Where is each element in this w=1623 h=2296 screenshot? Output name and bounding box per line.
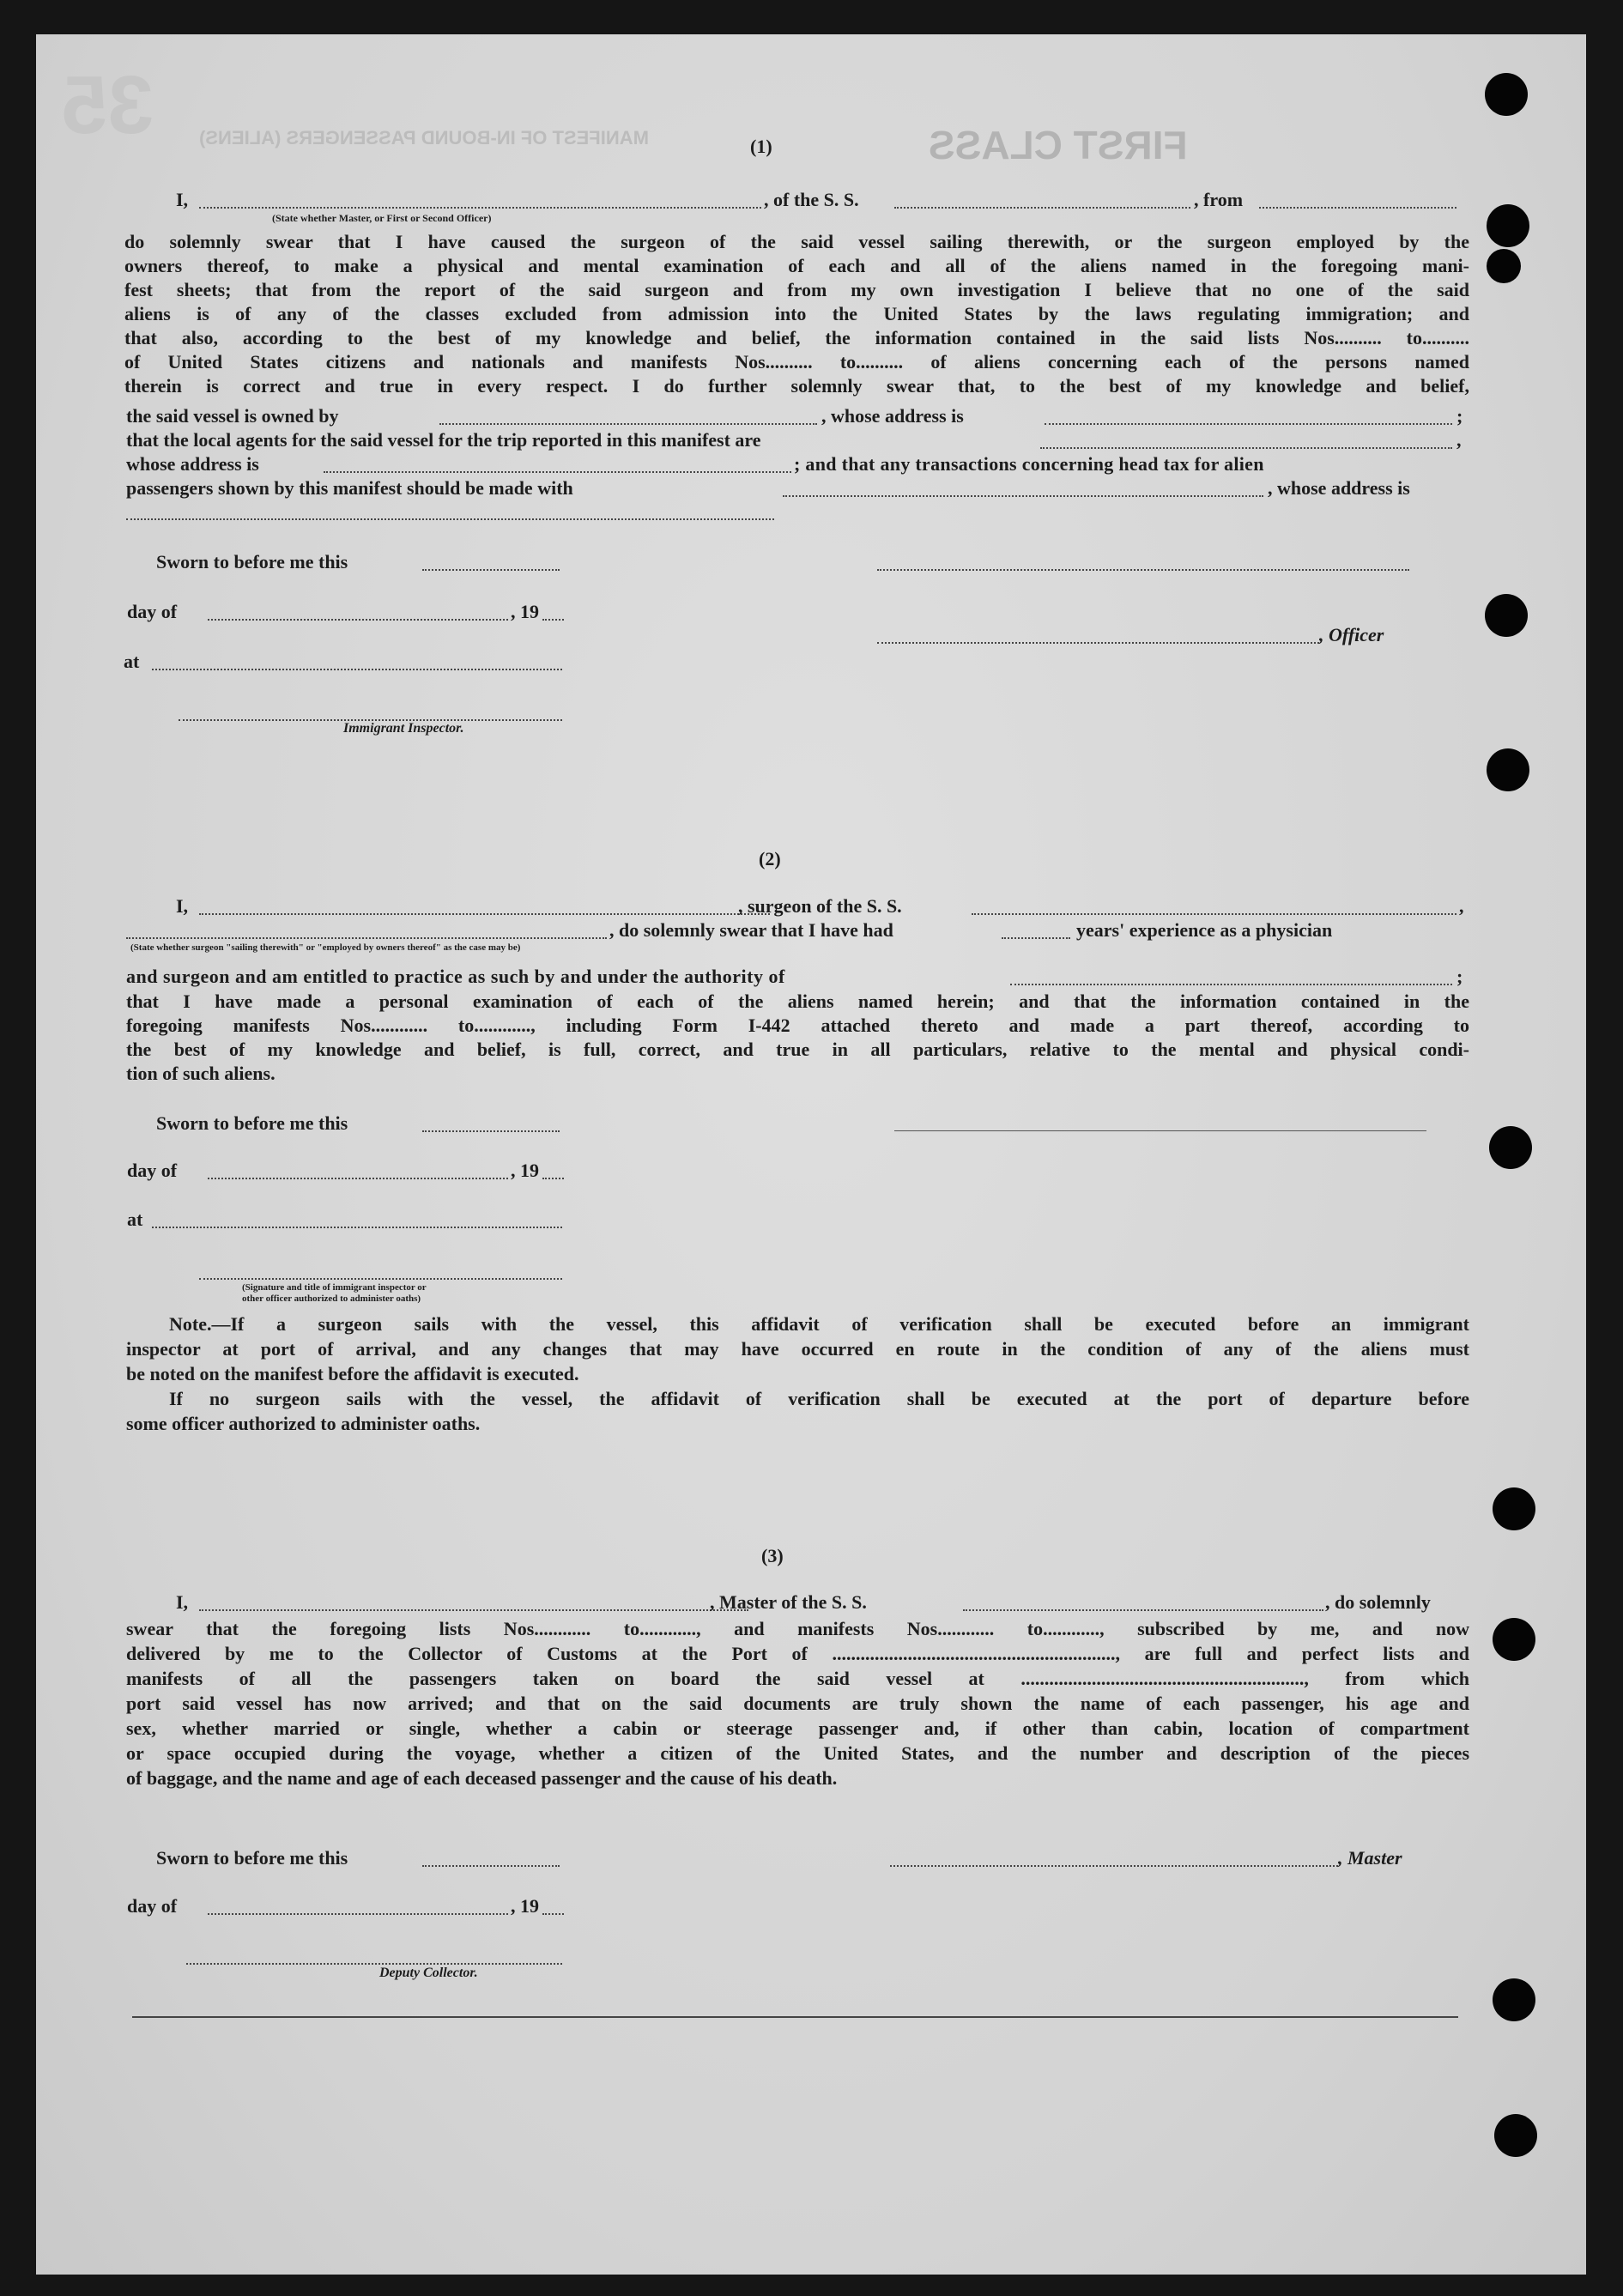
s2-signature-note-2: other officer authorized to administer oaths) xyxy=(242,1293,421,1304)
s3-master-of-ss: , Master of the S. S. xyxy=(710,1591,867,1613)
s2-note-line: Note.—If a surgeon sails with the vessel, this affidavit of verification shall be executed before an immigrant xyxy=(169,1313,1469,1335)
s3-i: I, xyxy=(176,1591,189,1613)
s2-surgeon-of-ss: , surgeon of the S. S. xyxy=(738,895,902,917)
s1-whose-address: , whose address is xyxy=(1268,477,1410,499)
s2-years-field[interactable] xyxy=(1002,936,1070,939)
bleed-through-number: 35 xyxy=(62,59,154,151)
s1-year-field[interactable] xyxy=(542,618,564,621)
punch-hole xyxy=(1494,2114,1537,2157)
s1-body-line: that also, according to the best of my knowledge and belief, the information contained in the said lists Nos.......... to.......... xyxy=(124,327,1469,348)
s1-head-tax: ; and that any transactions concerning head tax for alien xyxy=(794,453,1264,475)
s1-officer-name-field[interactable] xyxy=(199,206,761,209)
section-3-number: (3) xyxy=(761,1545,784,1566)
punch-hole xyxy=(1487,748,1529,791)
s2-note-line: inspector at port of arrival, and any changes that may have occurred en route in the condition of any of the aliens must xyxy=(126,1338,1469,1360)
s2-body-line: the best of my knowledge and belief, is full, correct, and true in all particulars, relative to the mental and physical condi- xyxy=(126,1039,1469,1060)
s2-note-line: some officer authorized to administer oaths. xyxy=(126,1413,481,1434)
punch-hole xyxy=(1485,73,1528,116)
s1-body-line: fest sheets; that from the report of the said surgeon and from my own investigation I believe that no one of the said xyxy=(124,279,1469,300)
s3-sworn: Sworn to before me this xyxy=(156,1847,348,1869)
s3-master-label: , Master xyxy=(1338,1847,1402,1869)
bottom-rule xyxy=(132,2015,1458,2018)
s2-authority: and surgeon and am entitled to practice as such by and under the authority of xyxy=(126,966,785,987)
s1-at-field[interactable] xyxy=(152,668,562,670)
punch-hole xyxy=(1487,249,1521,283)
s2-surgeon-name-field[interactable] xyxy=(199,912,770,915)
section-1-number: (1) xyxy=(750,136,772,157)
s1-officer-label: , Officer xyxy=(1319,624,1384,645)
s3-day-field[interactable] xyxy=(208,1912,508,1915)
s2-body-line: foregoing manifests Nos............ to............, including Form I-442 attached thereto and made a part thereof, according to xyxy=(126,1015,1469,1036)
s3-deputy-collector: Deputy Collector. xyxy=(379,1966,478,1980)
s1-officer-note: (State whether Master, or First or Second Officer) xyxy=(272,212,492,224)
s1-signature-field[interactable] xyxy=(877,568,1409,571)
s2-body xyxy=(126,990,1469,1086)
s2-sworn: Sworn to before me this xyxy=(156,1112,348,1134)
s1-year: , 19 xyxy=(511,601,539,622)
s1-body-line: of United States citizens and nationals and manifests Nos.......... to.......... of aliens concerning each of the persons named xyxy=(124,351,1469,373)
s3-vessel-field[interactable] xyxy=(963,1608,1323,1611)
s1-body xyxy=(124,230,1469,398)
s1-whose-address-field[interactable] xyxy=(126,518,774,520)
s2-inspector-signature-field[interactable] xyxy=(199,1277,562,1280)
s2-surgeon-note: (State whether surgeon "sailing therewith" or "employed by owners thereof" as the case may be) xyxy=(130,942,521,953)
s2-signature-note-1: (Signature and title of immigrant inspector or xyxy=(242,1282,427,1293)
s3-master-name-field[interactable] xyxy=(199,1608,748,1611)
punch-hole xyxy=(1489,1126,1532,1169)
s1-officer-signature-field[interactable] xyxy=(877,641,1319,644)
s3-solemnly: , do solemnly xyxy=(1325,1591,1431,1613)
s2-at: at xyxy=(127,1209,143,1230)
s3-year: , 19 xyxy=(511,1895,539,1917)
s3-day-of: day of xyxy=(127,1895,178,1917)
s1-agents-address-field[interactable] xyxy=(324,470,791,473)
s1-body-line: aliens is of any of the classes excluded from admission into the United States by the laws regulating immigration; and xyxy=(124,303,1469,324)
s1-owner-address-field[interactable] xyxy=(1045,422,1452,425)
s2-day-field[interactable] xyxy=(208,1177,508,1179)
bleed-through-header: MANIFEST OF IN-BOUND PASSENGERS (ALIENS) xyxy=(199,127,649,148)
s1-agents-comma: , xyxy=(1456,429,1462,451)
s1-agents: that the local agents for the said vessel for the trip reported in this manifest are xyxy=(126,429,761,451)
s3-body-line: or space occupied during the voyage, whether a citizen of the United States, and the number and description of the pieces xyxy=(126,1742,1469,1764)
s1-passengers: passengers shown by this manifest should be made with xyxy=(126,477,573,499)
s1-transactions-field[interactable] xyxy=(783,494,1263,497)
s2-vessel-field[interactable] xyxy=(972,912,1456,915)
punch-hole xyxy=(1493,1618,1535,1661)
s1-vessel-field[interactable] xyxy=(894,206,1190,209)
s1-day-of: day of xyxy=(127,601,178,622)
s3-body-line: manifests of all the passengers taken on board the said vessel at ............................................................, from which xyxy=(126,1668,1469,1689)
s3-deputy-signature-field[interactable] xyxy=(186,1962,562,1965)
s1-immigrant-inspector: Immigrant Inspector. xyxy=(343,721,464,736)
manifest-page xyxy=(36,34,1586,2275)
s3-body-line: swear that the foregoing lists Nos............ to............, and manifests Nos............ to............, subscribed by me, and now xyxy=(126,1618,1469,1639)
punch-hole xyxy=(1485,594,1528,637)
s3-body-line: port said vessel has now arrived; and that on the said documents are truly shown the name of each passenger, his age and xyxy=(126,1693,1469,1714)
s2-note xyxy=(126,1312,1469,1436)
s2-note-line: be noted on the manifest before the affidavit is executed. xyxy=(126,1363,579,1384)
s1-owner-field[interactable] xyxy=(439,422,817,425)
s3-year-field[interactable] xyxy=(542,1912,564,1915)
s2-body-line: tion of such aliens. xyxy=(126,1063,276,1084)
s1-address-label: whose address is xyxy=(126,453,259,475)
s2-authority-field[interactable] xyxy=(1010,983,1452,985)
s2-semicolon: ; xyxy=(1456,966,1463,987)
s1-day-field[interactable] xyxy=(208,618,508,621)
s2-years-label: years' experience as a physician xyxy=(1076,919,1333,941)
s2-signature-field[interactable] xyxy=(894,1130,1426,1131)
s1-body-line: do solemnly swear that I have caused the surgeon of the said vessel sailing therewith, or the surgeon employed by the xyxy=(124,231,1469,252)
section-2-number: (2) xyxy=(759,848,781,869)
s2-year-field[interactable] xyxy=(542,1177,564,1179)
s1-from: , from xyxy=(1194,189,1244,210)
s1-sworn: Sworn to before me this xyxy=(156,551,348,572)
s1-owned-by: the said vessel is owned by xyxy=(126,405,339,427)
s3-body-line: delivered by me to the Collector of Customs at the Port of ............................................................, are full and perfect lists and xyxy=(126,1643,1469,1664)
s2-day-of: day of xyxy=(127,1160,178,1181)
s1-body-line: therein is correct and true in every respect. I do further solemnly swear that, to the best of my knowledge and belief, xyxy=(124,375,1469,397)
s2-year: , 19 xyxy=(511,1160,539,1181)
s1-at: at xyxy=(124,651,140,672)
s3-master-signature-field[interactable] xyxy=(890,1864,1338,1867)
s3-body-line: of baggage, and the name and age of each deceased passenger and the cause of his death. xyxy=(126,1767,838,1789)
s2-sworn-field[interactable] xyxy=(422,1130,560,1132)
s1-body-line: owners thereof, to make a physical and mental examination of each and all of the aliens named in the foregoing mani- xyxy=(124,255,1469,276)
punch-hole xyxy=(1493,1487,1535,1530)
s1-owner-address-label: , whose address is xyxy=(821,405,964,427)
punch-hole xyxy=(1493,1978,1535,2021)
s1-agents-field[interactable] xyxy=(1040,446,1452,449)
s2-note-line: If no surgeon sails with the vessel, the affidavit of verification shall be executed at the port of departure before xyxy=(169,1388,1469,1409)
bleed-through-class: FIRST CLASS xyxy=(929,123,1188,167)
s2-surgeon-type-field[interactable] xyxy=(126,936,607,939)
s1-i: I, xyxy=(176,189,189,210)
s2-swear: , do solemnly swear that I have had xyxy=(609,919,893,941)
s1-sworn-field[interactable] xyxy=(422,568,560,571)
s1-semicolon: ; xyxy=(1456,405,1463,427)
s2-body-line: that I have made a personal examination of each of the aliens named herein; and that the information contained in the xyxy=(126,990,1469,1012)
s2-at-field[interactable] xyxy=(152,1226,562,1228)
s2-comma: , xyxy=(1459,895,1464,917)
punch-hole xyxy=(1487,204,1529,247)
s3-body-line: sex, whether married or single, whether a cabin or steerage passenger and, if other than cabin, location of compartment xyxy=(126,1717,1469,1739)
s1-from-field[interactable] xyxy=(1259,206,1456,209)
s1-of-ss: , of the S. S. xyxy=(764,189,859,210)
s2-i: I, xyxy=(176,895,189,917)
s3-body xyxy=(126,1616,1469,1790)
s3-sworn-field[interactable] xyxy=(422,1864,560,1867)
